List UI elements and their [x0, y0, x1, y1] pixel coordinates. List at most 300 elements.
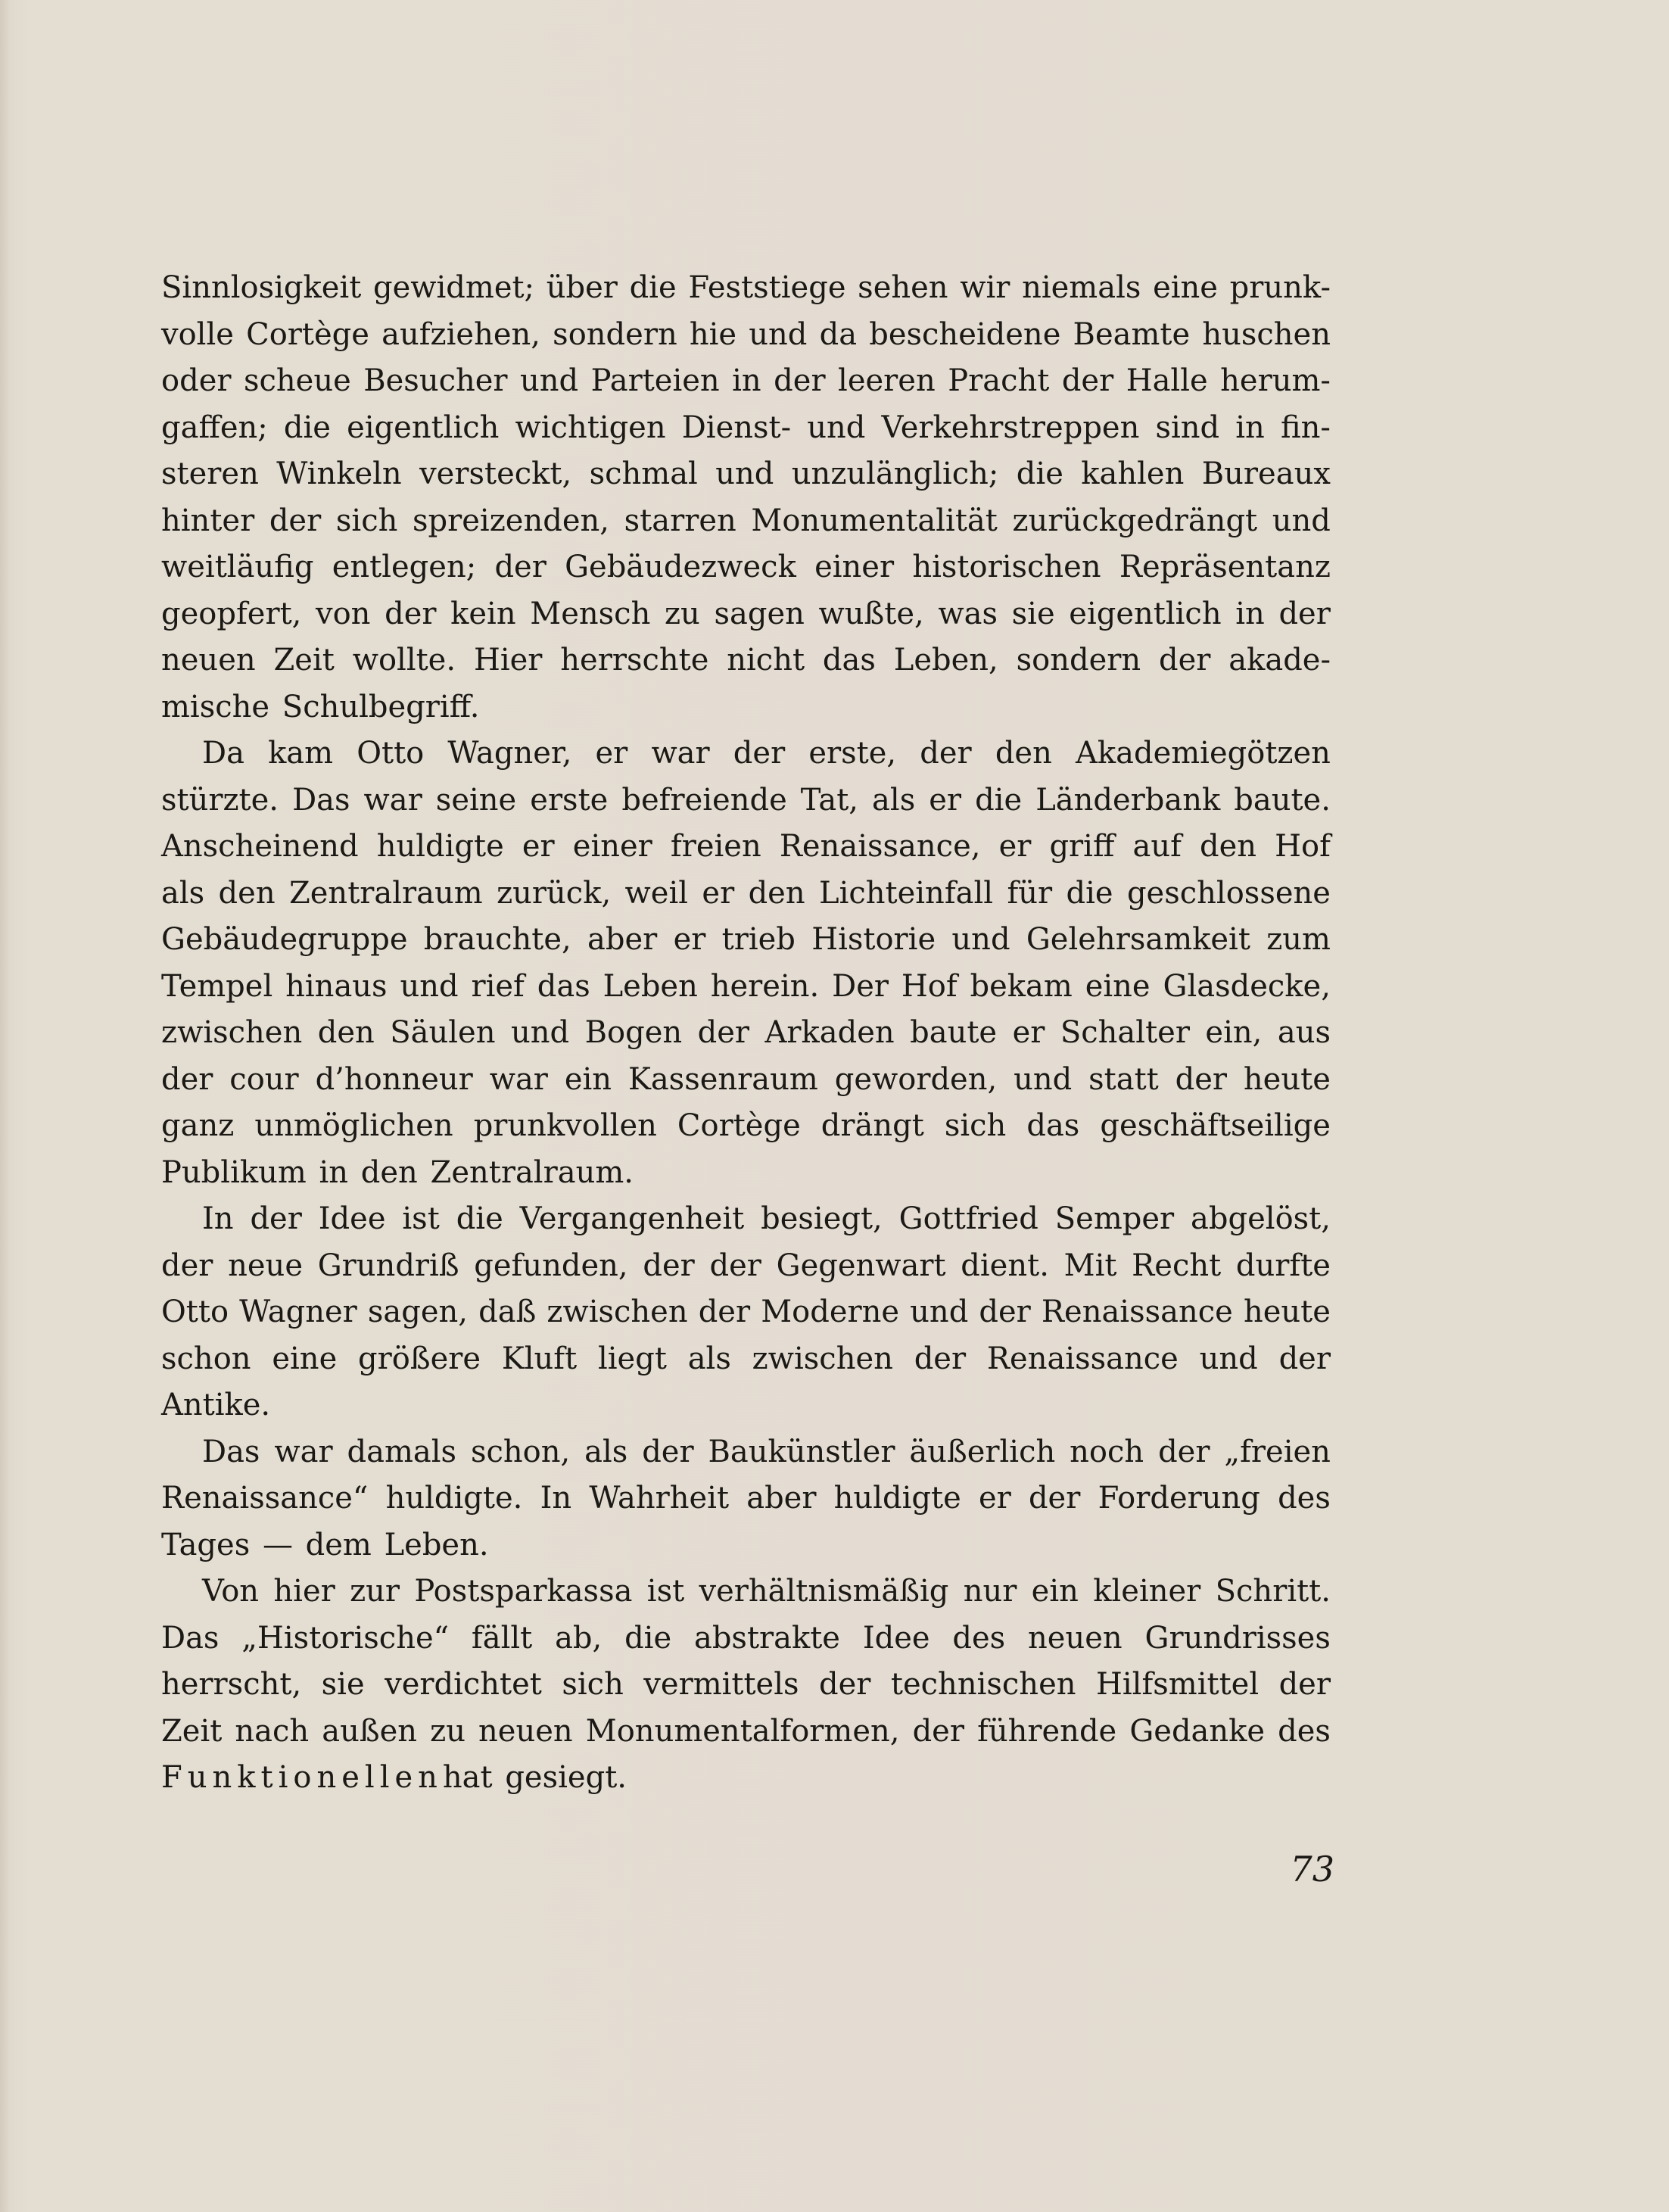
word: Da — [202, 736, 244, 771]
word: Zeit — [161, 1713, 223, 1749]
word: kein — [450, 596, 516, 631]
text-line — [161, 312, 1331, 359]
word: zurückgedrängt — [1012, 503, 1258, 538]
word: eigentlich — [1069, 596, 1222, 631]
word: aus — [1277, 1015, 1331, 1050]
word: Cortège — [246, 316, 369, 352]
word: er — [929, 782, 962, 818]
word: der — [269, 503, 322, 538]
word: Feststiege — [688, 270, 846, 305]
word: weitläufig — [161, 550, 314, 584]
text-line — [161, 637, 1331, 684]
word: Tempel — [161, 968, 273, 1004]
word: neuen — [161, 643, 256, 678]
word: zurück, — [497, 875, 612, 911]
word: unzulänglich; — [791, 456, 999, 491]
word: Baukünstler — [708, 1434, 895, 1469]
word: sich — [562, 1667, 624, 1702]
word: Zeit — [273, 643, 335, 678]
word: den — [1200, 829, 1257, 864]
word: zur — [350, 1574, 400, 1609]
word: steren — [161, 456, 259, 491]
word: „Historische“ — [241, 1620, 450, 1656]
word: da — [819, 316, 858, 352]
text-line — [161, 917, 1331, 964]
word: Tat, — [800, 782, 859, 818]
word: Hier — [473, 643, 543, 678]
word: sondern — [553, 316, 677, 352]
word: vermittels — [643, 1667, 799, 1702]
word: die — [456, 1201, 503, 1236]
word: Wahrheit — [589, 1481, 730, 1516]
word: Das — [161, 1620, 220, 1656]
word: die — [1016, 456, 1063, 491]
word: bescheidene — [869, 316, 1061, 352]
word: bekam — [970, 968, 1073, 1004]
text-line — [161, 451, 1331, 498]
word: äußerlich — [909, 1434, 1056, 1469]
text-line — [161, 1196, 1331, 1243]
word: den — [995, 736, 1052, 771]
word: Kluft — [501, 1341, 578, 1376]
word: Mit — [1063, 1248, 1117, 1283]
word: der — [1158, 1434, 1210, 1469]
word: Säulen — [390, 1015, 496, 1050]
word: von — [316, 596, 371, 631]
word: der — [642, 1434, 694, 1469]
word: Beamte — [1073, 316, 1191, 352]
word: brauchte, — [423, 922, 571, 957]
word: und — [807, 410, 866, 445]
word: heute — [1243, 1294, 1331, 1329]
word: damals — [347, 1434, 457, 1469]
text-line — [161, 1336, 1331, 1383]
word: der — [697, 1015, 750, 1050]
word: Hilfsmittel — [1095, 1667, 1260, 1702]
text-line-final — [161, 1755, 1331, 1802]
word: Bogen — [584, 1015, 683, 1050]
word: huldigte. — [385, 1481, 523, 1516]
word: der — [494, 550, 546, 584]
word: Idee — [862, 1620, 930, 1656]
word: volle — [161, 316, 234, 352]
word: Von — [202, 1574, 260, 1609]
word: baute — [910, 1015, 998, 1050]
word: über — [546, 270, 618, 305]
word: die — [283, 410, 331, 445]
word: verhältnismäßig — [699, 1574, 949, 1609]
word: Anscheinend — [161, 829, 359, 864]
word: auf — [1132, 829, 1182, 864]
word: hinter — [161, 503, 255, 538]
word: Wagner, — [447, 736, 572, 771]
word: geworden, — [834, 1061, 998, 1097]
word: geopfert, — [161, 596, 302, 631]
word: der — [1278, 596, 1331, 631]
word: sondern — [1016, 643, 1141, 678]
word: der — [1028, 1481, 1081, 1516]
word: als — [584, 1434, 628, 1469]
word: abgelöst, — [1191, 1201, 1331, 1236]
word: der — [709, 1248, 761, 1283]
word: der — [920, 736, 972, 771]
word: der — [912, 1713, 964, 1749]
word: befreiende — [621, 782, 787, 818]
final-line-rest: hat gesiegt. — [442, 1760, 627, 1795]
word: schon, — [470, 1434, 571, 1469]
word: größere — [358, 1341, 481, 1376]
word: Schalter — [1060, 1015, 1190, 1050]
word: einer — [572, 829, 652, 864]
text-line — [161, 1569, 1331, 1615]
word: geschlossene — [1126, 875, 1331, 911]
word: hier — [273, 1574, 335, 1609]
word: Lichteinfall — [819, 875, 994, 911]
word: als — [687, 1341, 731, 1376]
word: eine — [1153, 270, 1218, 305]
word: prunkvollen — [473, 1108, 657, 1143]
word: versteckt, — [419, 456, 572, 491]
word: baute. — [1234, 782, 1331, 818]
word: ist — [646, 1574, 685, 1609]
word: Gelehrsamkeit — [1026, 922, 1250, 957]
word: Otto — [357, 736, 425, 771]
word: und — [400, 968, 459, 1004]
word: schmal — [589, 456, 698, 491]
word: Monumentalität — [751, 503, 998, 538]
text-line: Publikum in den Zentralraum. — [161, 1154, 634, 1190]
word: Renaissance“ — [161, 1481, 369, 1516]
word: cour — [229, 1061, 299, 1097]
word: den — [748, 875, 805, 911]
word: In — [540, 1481, 572, 1516]
word: neuen — [1028, 1620, 1123, 1656]
word: starren — [624, 503, 736, 538]
word: Idee — [318, 1201, 386, 1236]
word: Monumentalformen, — [585, 1713, 900, 1749]
word: er — [702, 875, 735, 911]
word: und — [1272, 503, 1331, 538]
word: herum- — [1220, 363, 1331, 398]
word: dient. — [961, 1248, 1049, 1283]
word: Recht — [1132, 1248, 1222, 1283]
word: war — [363, 782, 422, 818]
word: Dienst- — [681, 410, 792, 445]
word: scheue — [243, 363, 351, 398]
word: d’honneur — [315, 1061, 473, 1097]
word: trieb — [721, 922, 796, 957]
word: Gedanke — [1129, 1713, 1266, 1749]
word: gefunden, — [474, 1248, 628, 1283]
text-line — [161, 1010, 1331, 1057]
word: Pracht — [948, 363, 1050, 398]
word: Renaissance — [1041, 1294, 1233, 1329]
word: abstrakte — [693, 1620, 840, 1656]
word: verdichtet — [385, 1667, 542, 1702]
word: die — [975, 782, 1023, 818]
word: Moderne — [761, 1294, 900, 1329]
word: rief — [471, 968, 525, 1004]
word: griff — [1049, 829, 1115, 864]
text-line — [161, 731, 1331, 777]
word: geschäftseilige — [1100, 1108, 1331, 1143]
word: den — [218, 875, 276, 911]
word: Schritt. — [1215, 1574, 1331, 1609]
word: und — [1199, 1341, 1258, 1376]
word: huldigte — [376, 829, 504, 864]
word: und — [520, 363, 579, 398]
word: Repräsentanz — [1119, 550, 1331, 584]
word: er — [978, 1481, 1011, 1516]
text-line: Tages — dem Leben. — [161, 1527, 489, 1562]
word: eine — [272, 1341, 338, 1376]
word: was — [938, 596, 998, 631]
word: der — [1278, 1667, 1331, 1702]
word: der — [979, 1294, 1031, 1329]
word: drängt — [820, 1108, 924, 1143]
word: kam — [268, 736, 334, 771]
word: einer — [814, 550, 895, 584]
word: liegt — [597, 1341, 667, 1376]
word: Sinnlosigkeit — [161, 270, 362, 305]
word: herrschte — [560, 643, 709, 678]
word: zum — [1266, 922, 1331, 957]
word: die — [624, 1620, 672, 1656]
word: des — [952, 1620, 1006, 1656]
word: der — [250, 1201, 302, 1236]
word: der — [643, 1248, 695, 1283]
text-line: mische Schulbegriff. — [161, 689, 480, 724]
word: kleiner — [1093, 1574, 1201, 1609]
word: und — [1014, 1061, 1073, 1097]
word: noch — [1070, 1434, 1144, 1469]
word: gaffen; — [161, 410, 268, 445]
word: Leben, — [893, 643, 998, 678]
word: historischen — [912, 550, 1101, 584]
word: Hof — [901, 968, 957, 1004]
word: herein. — [710, 968, 820, 1004]
word: erste, — [808, 736, 897, 771]
text-line — [161, 265, 1331, 312]
word: ein, — [1205, 1015, 1263, 1050]
word: der — [914, 1341, 967, 1376]
word: sich — [335, 503, 398, 538]
word: Mensch — [530, 596, 651, 631]
word: die — [629, 270, 677, 305]
word: wollte. — [352, 643, 456, 678]
word: zwischen — [161, 1015, 303, 1050]
word: freien — [670, 829, 761, 864]
word: ab, — [555, 1620, 603, 1656]
word: war — [274, 1434, 333, 1469]
word: zwischen — [546, 1294, 688, 1329]
text-line — [161, 871, 1331, 918]
word: schon — [161, 1341, 251, 1376]
word: ein — [1031, 1574, 1079, 1609]
word: sagen, — [367, 1294, 469, 1329]
word: Otto — [161, 1294, 229, 1329]
word: Länderbank — [1035, 782, 1221, 818]
word: wichtigen — [515, 410, 666, 445]
word: der — [1061, 363, 1114, 398]
word: technischen — [890, 1667, 1076, 1702]
word: durfte — [1235, 1248, 1331, 1283]
word: ist — [402, 1201, 440, 1236]
word: gewidmet; — [372, 270, 535, 305]
word: des — [1278, 1713, 1331, 1749]
word: Historie — [811, 922, 936, 957]
word: fin- — [1280, 410, 1331, 445]
word: seine — [435, 782, 517, 818]
word: und — [749, 316, 808, 352]
word: Zentralraum — [288, 875, 483, 911]
word: besiegt, — [761, 1201, 883, 1236]
word: wir — [960, 270, 1010, 305]
word: er — [998, 829, 1032, 864]
word: eine — [1085, 968, 1151, 1004]
word: ganz — [161, 1108, 235, 1143]
word: das — [537, 968, 590, 1004]
text-line — [161, 1615, 1331, 1662]
text-line — [161, 1289, 1331, 1336]
text-line — [161, 1475, 1331, 1522]
word: er — [522, 829, 555, 864]
word: führende — [977, 1713, 1117, 1749]
word: er — [1012, 1015, 1045, 1050]
word: Postsparkassa — [414, 1574, 633, 1609]
word: Das — [202, 1434, 260, 1469]
word: außen — [322, 1713, 418, 1749]
word: oder — [161, 363, 232, 398]
word: Vergangenheit — [519, 1201, 745, 1236]
word: Gegenwart — [776, 1248, 946, 1283]
body-text — [161, 265, 1331, 1802]
word: niemals — [1022, 270, 1141, 305]
word: Akademiegötzen — [1076, 736, 1331, 771]
word: der — [819, 1667, 871, 1702]
word: der — [1175, 1061, 1228, 1097]
word: statt — [1088, 1061, 1159, 1097]
word: entlegen; — [332, 550, 477, 584]
word: kahlen — [1081, 456, 1185, 491]
text-line — [161, 1709, 1331, 1756]
word: sind — [1155, 410, 1220, 445]
word: und — [951, 922, 1010, 957]
word: die — [1066, 875, 1113, 911]
text-line: Antike. — [161, 1388, 271, 1422]
word: fällt — [471, 1620, 533, 1656]
word: das — [1026, 1108, 1080, 1143]
page-number: 73 — [1290, 1849, 1334, 1890]
word: Grundrisses — [1144, 1620, 1331, 1656]
word: neuen — [478, 1713, 573, 1749]
word: unmöglichen — [254, 1108, 453, 1143]
word: Gottfried — [898, 1201, 1038, 1236]
word: Renaissance — [986, 1341, 1179, 1376]
word: Das — [292, 782, 350, 818]
word: Arkaden — [764, 1015, 895, 1050]
word: das — [822, 643, 876, 678]
text-line — [161, 1243, 1331, 1290]
word: aber — [746, 1481, 817, 1516]
text-line — [161, 1662, 1331, 1709]
word: der — [733, 736, 786, 771]
word: und — [715, 456, 774, 491]
word: akade- — [1228, 643, 1331, 678]
word: in — [1235, 410, 1265, 445]
word: neue — [228, 1248, 303, 1283]
word: des — [1278, 1481, 1331, 1516]
text-line — [161, 544, 1331, 591]
word: in — [1235, 596, 1265, 631]
word: und — [510, 1015, 570, 1050]
word: Forderung — [1098, 1481, 1260, 1516]
word: Gebäudegruppe — [161, 922, 408, 957]
word: Grundriß — [317, 1248, 459, 1283]
text-line — [161, 498, 1331, 545]
word: der — [774, 363, 826, 398]
word: der — [385, 596, 437, 631]
word: er — [673, 922, 706, 957]
word: in — [732, 363, 761, 398]
word: „freien — [1224, 1434, 1331, 1469]
word: der — [161, 1061, 213, 1097]
word: zu — [430, 1713, 466, 1749]
word: eigentlich — [347, 410, 500, 445]
text-line — [161, 358, 1331, 405]
word: nicht — [727, 643, 805, 678]
word: zu — [664, 596, 700, 631]
word: für — [1007, 875, 1053, 911]
word: zwischen — [752, 1341, 893, 1376]
word: huschen — [1202, 316, 1331, 352]
word: prunk- — [1229, 270, 1331, 305]
word: Cortège — [677, 1108, 801, 1143]
word: war — [651, 736, 710, 771]
word: Halle — [1126, 363, 1208, 398]
word: Bureaux — [1201, 456, 1331, 491]
text-line — [161, 405, 1331, 452]
word: der — [1278, 1341, 1331, 1376]
word: Kassenraum — [627, 1061, 818, 1097]
word: Parteien — [590, 363, 720, 398]
word: und — [910, 1294, 969, 1329]
text-line — [161, 591, 1331, 638]
word: wußte, — [818, 596, 924, 631]
word: Leben — [603, 968, 698, 1004]
word: sie — [321, 1667, 365, 1702]
word: Besucher — [363, 363, 508, 398]
word: er — [595, 736, 628, 771]
word: sie — [1011, 596, 1055, 631]
word: leeren — [838, 363, 936, 398]
word: den — [317, 1015, 375, 1050]
word: sich — [944, 1108, 1007, 1143]
word: der — [161, 1248, 213, 1283]
word: nach — [235, 1713, 310, 1749]
emphasized-word: Funktionellen — [161, 1760, 443, 1795]
word: nur — [963, 1574, 1017, 1609]
word: Wagner — [239, 1294, 357, 1329]
word: heute — [1243, 1061, 1331, 1097]
word: sagen — [714, 596, 805, 631]
word: huldigte — [833, 1481, 961, 1516]
text-line — [161, 964, 1331, 1011]
word: der — [1159, 643, 1211, 678]
text-line — [161, 1429, 1331, 1476]
text-line — [161, 1103, 1331, 1150]
word: Renaissance, — [779, 829, 981, 864]
